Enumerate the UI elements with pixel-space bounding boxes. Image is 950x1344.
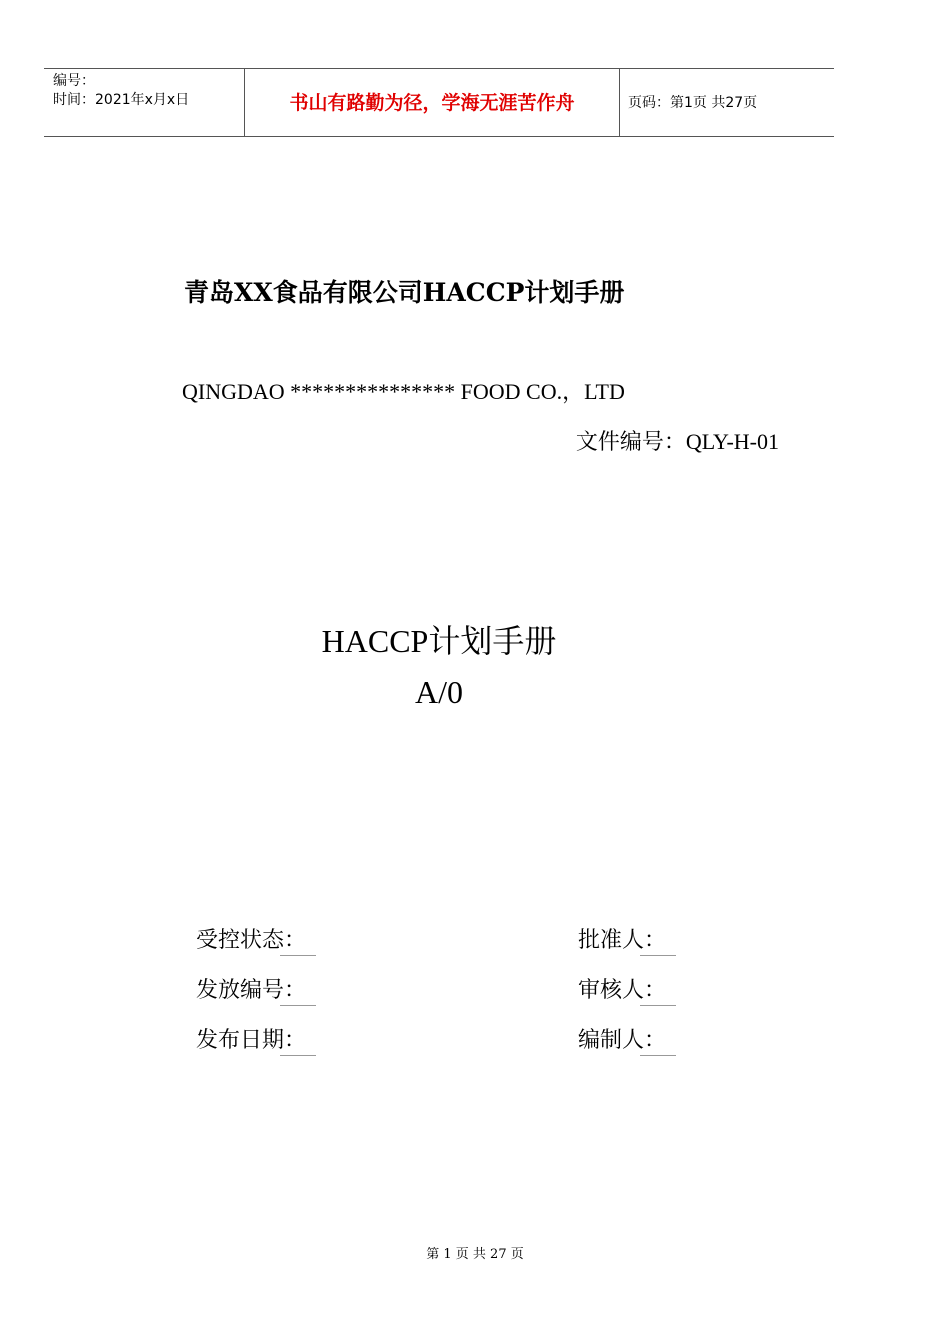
approver-field xyxy=(578,926,676,956)
issue-number-blank xyxy=(280,983,316,1006)
version-label: A/0 xyxy=(415,674,463,710)
number-label: 编号： xyxy=(53,73,95,89)
author-label: 编制人： xyxy=(578,1028,667,1053)
header-motto-cell xyxy=(245,69,620,136)
release-date-blank xyxy=(280,1033,316,1056)
author-blank xyxy=(640,1033,676,1056)
document-number: 文件编号：QLY-H-01 xyxy=(575,429,779,454)
approver-blank xyxy=(640,933,676,956)
page-info: 页码：第1页 共27页 xyxy=(628,95,758,111)
page-header xyxy=(44,68,834,137)
author-field xyxy=(578,1026,676,1056)
document-title: 青岛XX食品有限公司HACCP计划手册 xyxy=(184,278,625,307)
manual-title: HACCP计划手册 xyxy=(321,623,557,659)
issue-number-label: 发放编号： xyxy=(196,978,307,1003)
issue-number-field xyxy=(196,976,316,1006)
header-page-cell xyxy=(620,69,834,136)
header-meta-cell xyxy=(44,69,245,136)
controlled-status-field xyxy=(196,926,316,956)
reviewer-label: 审核人： xyxy=(578,978,667,1003)
motto-text: 书山有路勤为径，学海无涯苦作舟 xyxy=(289,92,575,114)
english-company-name: QINGDAO *************** FOOD CO.，LTD xyxy=(182,379,625,404)
controlled-status-blank xyxy=(280,933,316,956)
reviewer-field xyxy=(578,976,676,1006)
time-label: 时间：2021年x月x日 xyxy=(53,92,190,108)
approver-label: 批准人： xyxy=(578,928,667,953)
release-date-label: 发布日期： xyxy=(196,1028,307,1053)
page-footer: 第 1 页 共 27 页 xyxy=(426,1247,524,1262)
reviewer-blank xyxy=(640,983,676,1006)
controlled-status-label: 受控状态： xyxy=(196,928,307,953)
release-date-field xyxy=(196,1026,316,1056)
